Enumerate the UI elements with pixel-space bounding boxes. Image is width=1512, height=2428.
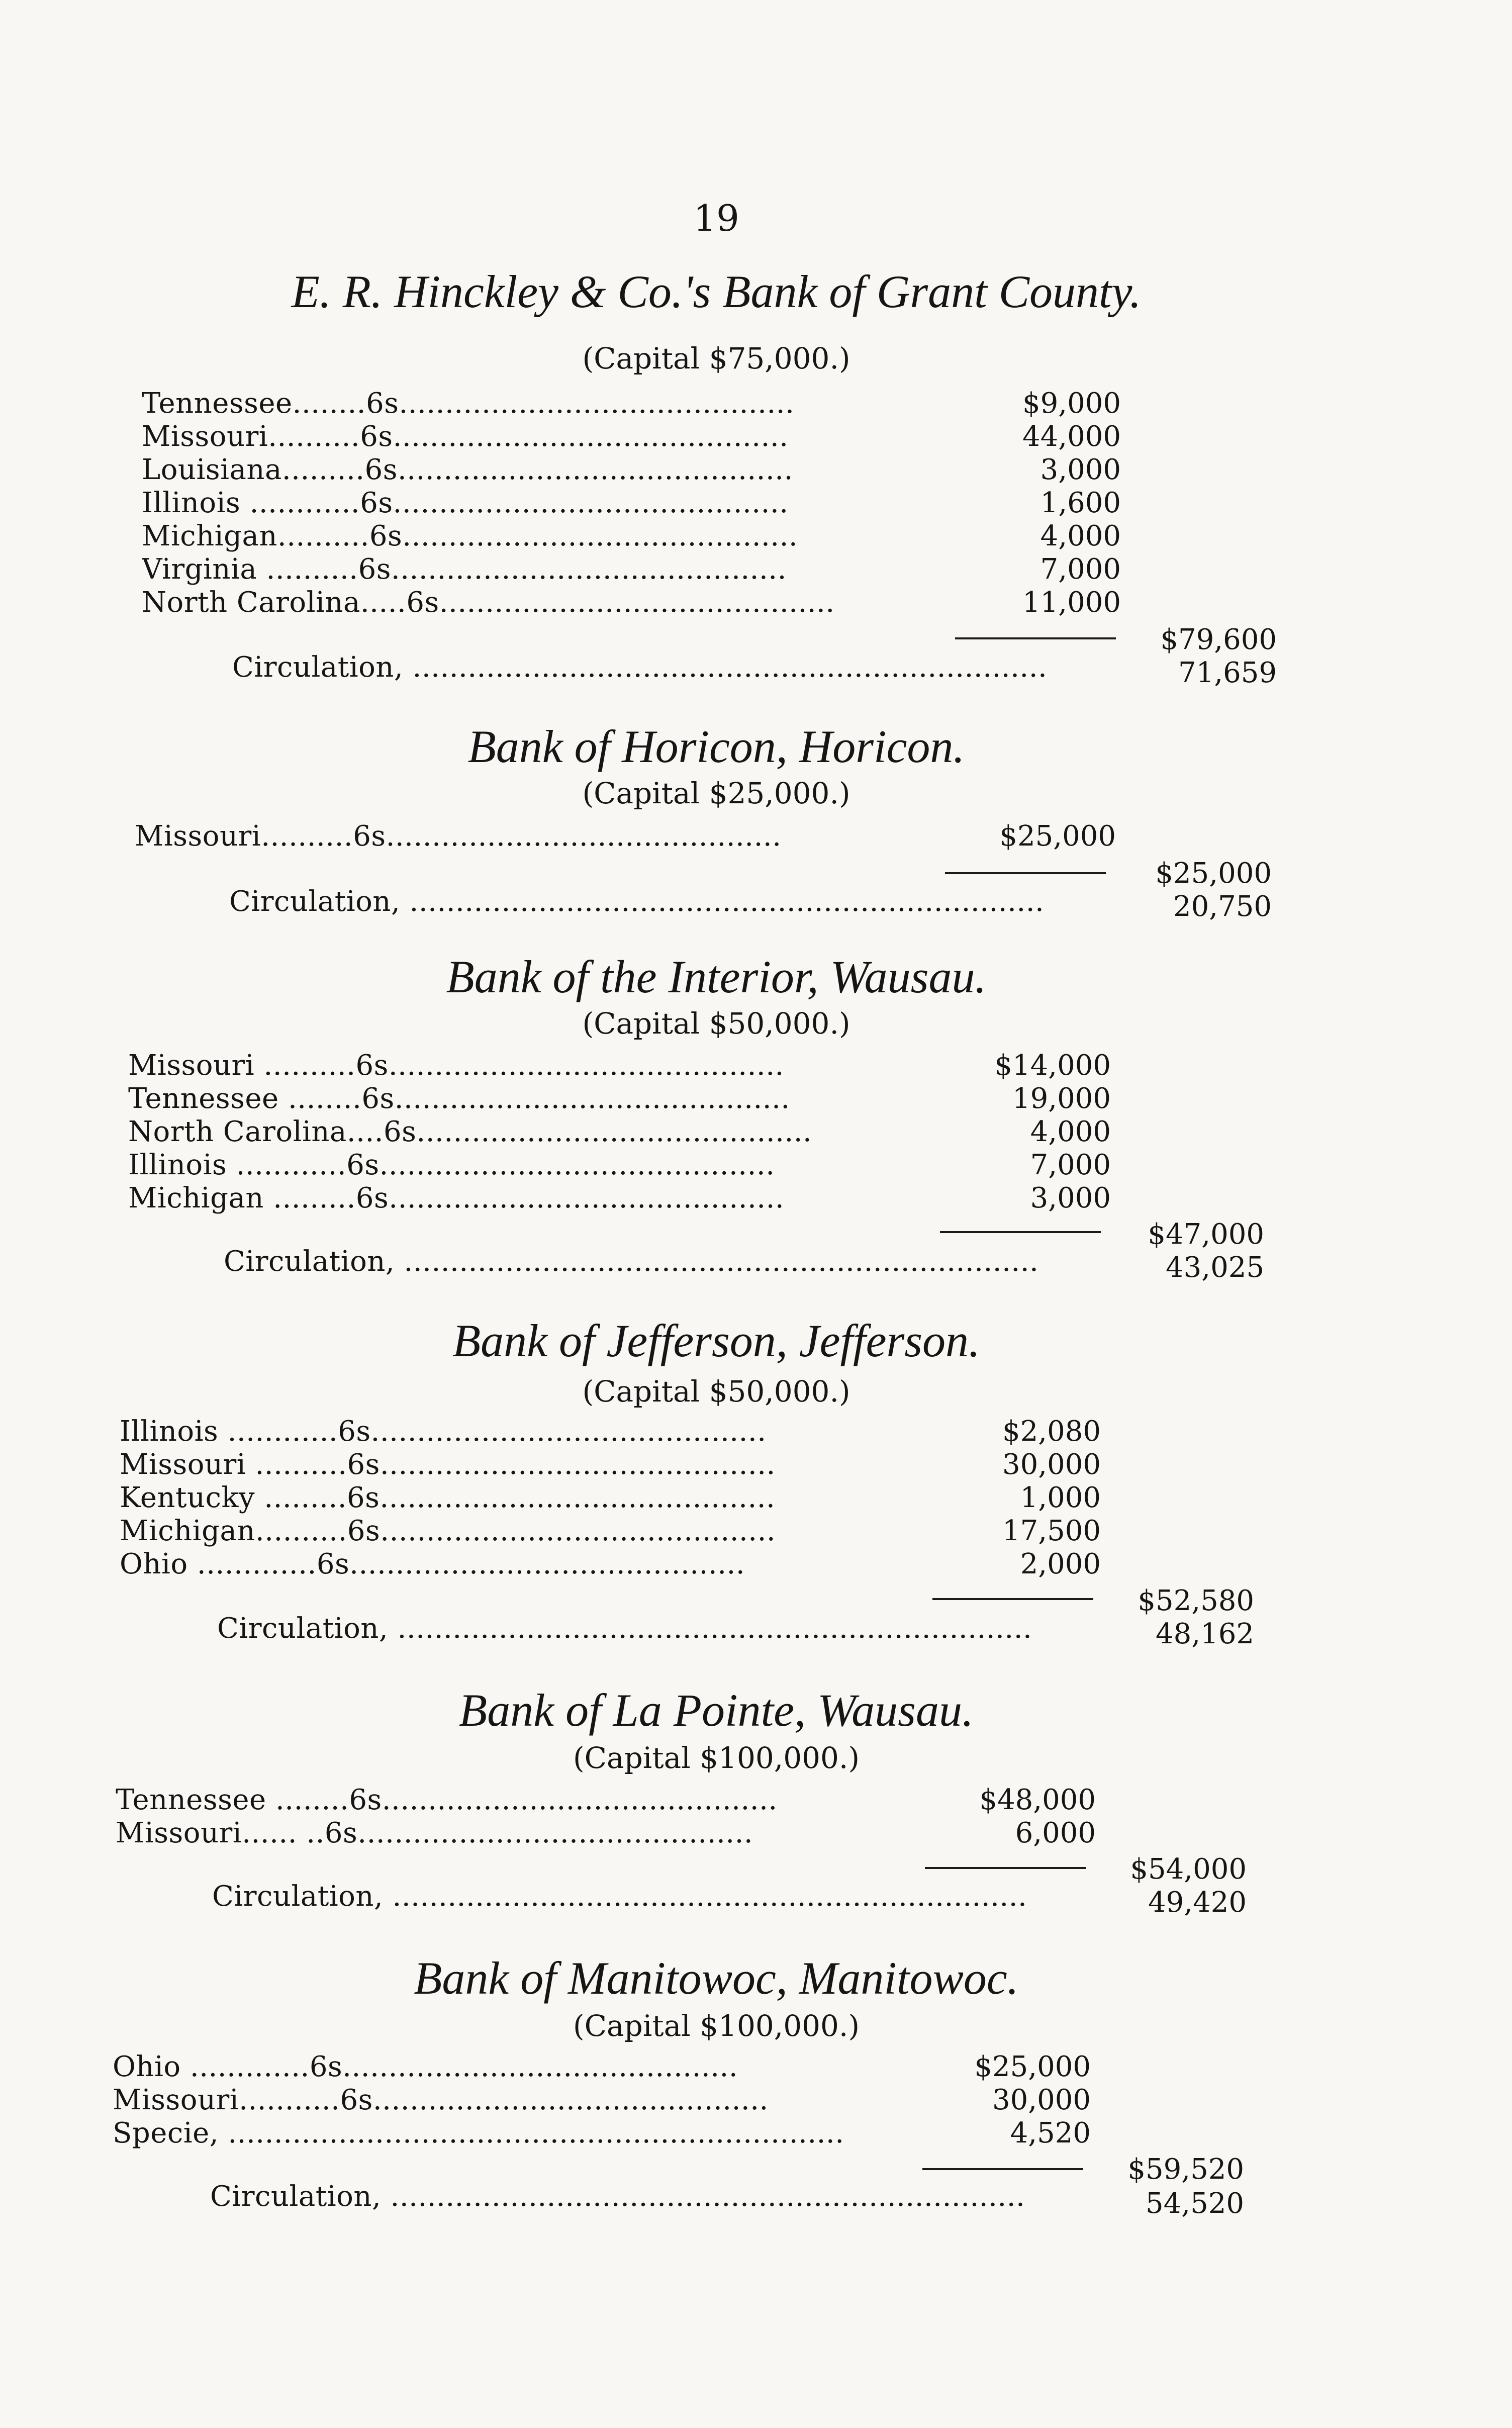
subtotal-rule [925, 1867, 1086, 1869]
bank-total: $52,580 [1138, 1584, 1254, 1617]
holding-state: Tennessee ........6s........................................... [116, 1784, 778, 1816]
holding-amount: 4,520 [1010, 2117, 1091, 2150]
holding-row [0, 1448, 1512, 1481]
circulation-label: Circulation, ..................................................................... [217, 1612, 1032, 1645]
circulation-amount: 49,420 [1148, 1886, 1247, 1919]
subtotal-rule [945, 872, 1106, 874]
subtotal-rule [932, 1598, 1093, 1600]
circulation-amount: 71,659 [1178, 657, 1277, 689]
holding-state: Illinois ............6s........................................... [142, 487, 789, 519]
holding-state: Louisiana.........6s........................................... [142, 453, 793, 486]
holding-state: Michigan .........6s........................................... [128, 1182, 785, 1215]
bank-capital: (Capital $50,000.) [582, 1374, 850, 1409]
holding-row [0, 1049, 1512, 1082]
subtotal-rule [955, 637, 1116, 639]
holding-amount: $48,000 [979, 1784, 1096, 1816]
holding-state: Ohio .............6s........................................... [113, 2050, 738, 2083]
holding-amount: 3,000 [1040, 453, 1121, 486]
holding-row [0, 520, 1512, 553]
circulation-amount: 54,520 [1146, 2187, 1244, 2220]
holding-amount: 1,600 [1040, 487, 1121, 519]
bank-total: $59,520 [1127, 2153, 1244, 2186]
bank-capital: (Capital $25,000.) [582, 776, 850, 810]
bank-total: $54,000 [1130, 1853, 1247, 1886]
holding-row [0, 586, 1512, 619]
circulation-label: Circulation, ..................................................................... [232, 651, 1048, 684]
bank-title: Bank of Manitowoc, Manitowoc. [414, 1952, 1019, 2004]
holding-amount: 11,000 [1022, 586, 1121, 619]
circulation-amount: 43,025 [1166, 1251, 1264, 1284]
holding-amount: 30,000 [992, 2084, 1091, 2116]
holding-row [0, 1415, 1512, 1448]
bank-capital: (Capital $50,000.) [582, 1006, 850, 1041]
bank-title: E. R. Hinckley & Co.'s Bank of Grant County. [291, 266, 1142, 317]
holding-row [0, 1149, 1512, 1182]
holding-row [0, 387, 1512, 420]
holding-amount: $2,080 [1002, 1415, 1101, 1448]
holding-state: Kentucky .........6s........................................... [120, 1481, 776, 1514]
bank-capital: (Capital $100,000.) [573, 2009, 860, 2043]
holding-state: Missouri...........6s........................................... [113, 2084, 769, 2116]
holding-state: North Carolina.....6s........................................... [142, 586, 835, 619]
holding-row [0, 487, 1512, 520]
holding-row [0, 420, 1512, 453]
holding-row [0, 2084, 1512, 2117]
holding-amount: 4,000 [1040, 520, 1121, 552]
holding-amount: 7,000 [1040, 553, 1121, 586]
holding-row [0, 1817, 1512, 1850]
holding-state: Michigan..........6s........................................... [120, 1515, 776, 1547]
holding-amount: $14,000 [994, 1049, 1111, 1082]
holding-row [0, 1548, 1512, 1581]
holding-state: Missouri ..........6s........................................... [120, 1448, 776, 1481]
holding-amount: 1,000 [1020, 1481, 1101, 1514]
holding-state: Illinois ............6s........................................... [128, 1149, 775, 1181]
holding-amount: 44,000 [1022, 420, 1121, 453]
subtotal-rule [940, 1231, 1101, 1233]
holding-state: Missouri ..........6s........................................... [128, 1049, 784, 1082]
holding-state: Tennessee ........6s........................................... [128, 1082, 790, 1115]
page-number: 19 [693, 197, 739, 239]
holding-amount: 17,500 [1002, 1515, 1101, 1547]
holding-state: Michigan..........6s........................................... [142, 520, 798, 552]
holding-row [0, 1082, 1512, 1115]
circulation-label: Circulation, ..................................................................... [210, 2180, 1025, 2213]
circulation-amount: 48,162 [1156, 1618, 1254, 1650]
bank-title: Bank of La Pointe, Wausau. [459, 1685, 974, 1736]
circulation-label: Circulation, ..................................................................... [224, 1245, 1039, 1278]
holding-state: Missouri..........6s........................................... [135, 820, 782, 853]
holding-row [0, 453, 1512, 487]
circulation-label: Circulation, ..................................................................... [229, 885, 1045, 918]
holding-amount: 30,000 [1002, 1448, 1101, 1481]
holding-amount: $25,000 [999, 820, 1116, 853]
holding-row [0, 2050, 1512, 2084]
bank-capital: (Capital $100,000.) [573, 1741, 860, 1775]
holding-state: Missouri...... ..6s........................................... [116, 1817, 753, 1849]
circulation-label: Circulation, ..................................................................... [212, 1880, 1027, 1913]
bank-title: Bank of the Interior, Wausau. [446, 951, 987, 1002]
holding-amount: $9,000 [1022, 387, 1121, 420]
holding-state: North Carolina....6s........................................... [128, 1115, 812, 1148]
holding-state: Tennessee........6s........................................... [142, 387, 795, 420]
bank-title: Bank of Horicon, Horicon. [467, 721, 965, 772]
holding-state: Ohio .............6s........................................... [120, 1548, 745, 1580]
holding-state: Specie, ................................................................... [113, 2117, 844, 2150]
bank-total: $25,000 [1155, 857, 1272, 890]
holding-amount: 3,000 [1030, 1182, 1111, 1215]
bank-total: $79,600 [1160, 623, 1277, 656]
holding-state: Illinois ............6s........................................... [120, 1415, 767, 1448]
bank-title: Bank of Jefferson, Jefferson. [452, 1315, 981, 1366]
holding-row [0, 1784, 1512, 1817]
holding-row [0, 1115, 1512, 1149]
holding-state: Missouri..........6s........................................... [142, 420, 789, 453]
bank-capital: (Capital $75,000.) [582, 341, 850, 376]
subtotal-rule [922, 2168, 1083, 2170]
holding-row [0, 2117, 1512, 2150]
holding-row [0, 1182, 1512, 1215]
holding-state: Virginia ..........6s........................................... [142, 553, 787, 586]
holding-amount: $25,000 [974, 2050, 1091, 2083]
holding-amount: 7,000 [1030, 1149, 1111, 1181]
circulation-amount: 20,750 [1173, 890, 1272, 923]
bank-total: $47,000 [1148, 1218, 1264, 1251]
holding-amount: 2,000 [1020, 1548, 1101, 1580]
holding-amount: 19,000 [1012, 1082, 1111, 1115]
holding-amount: 4,000 [1030, 1115, 1111, 1148]
holding-row [0, 553, 1512, 586]
holding-row [0, 1481, 1512, 1515]
holding-row [0, 1515, 1512, 1548]
holding-amount: 6,000 [1015, 1817, 1096, 1849]
holding-row [0, 820, 1512, 853]
